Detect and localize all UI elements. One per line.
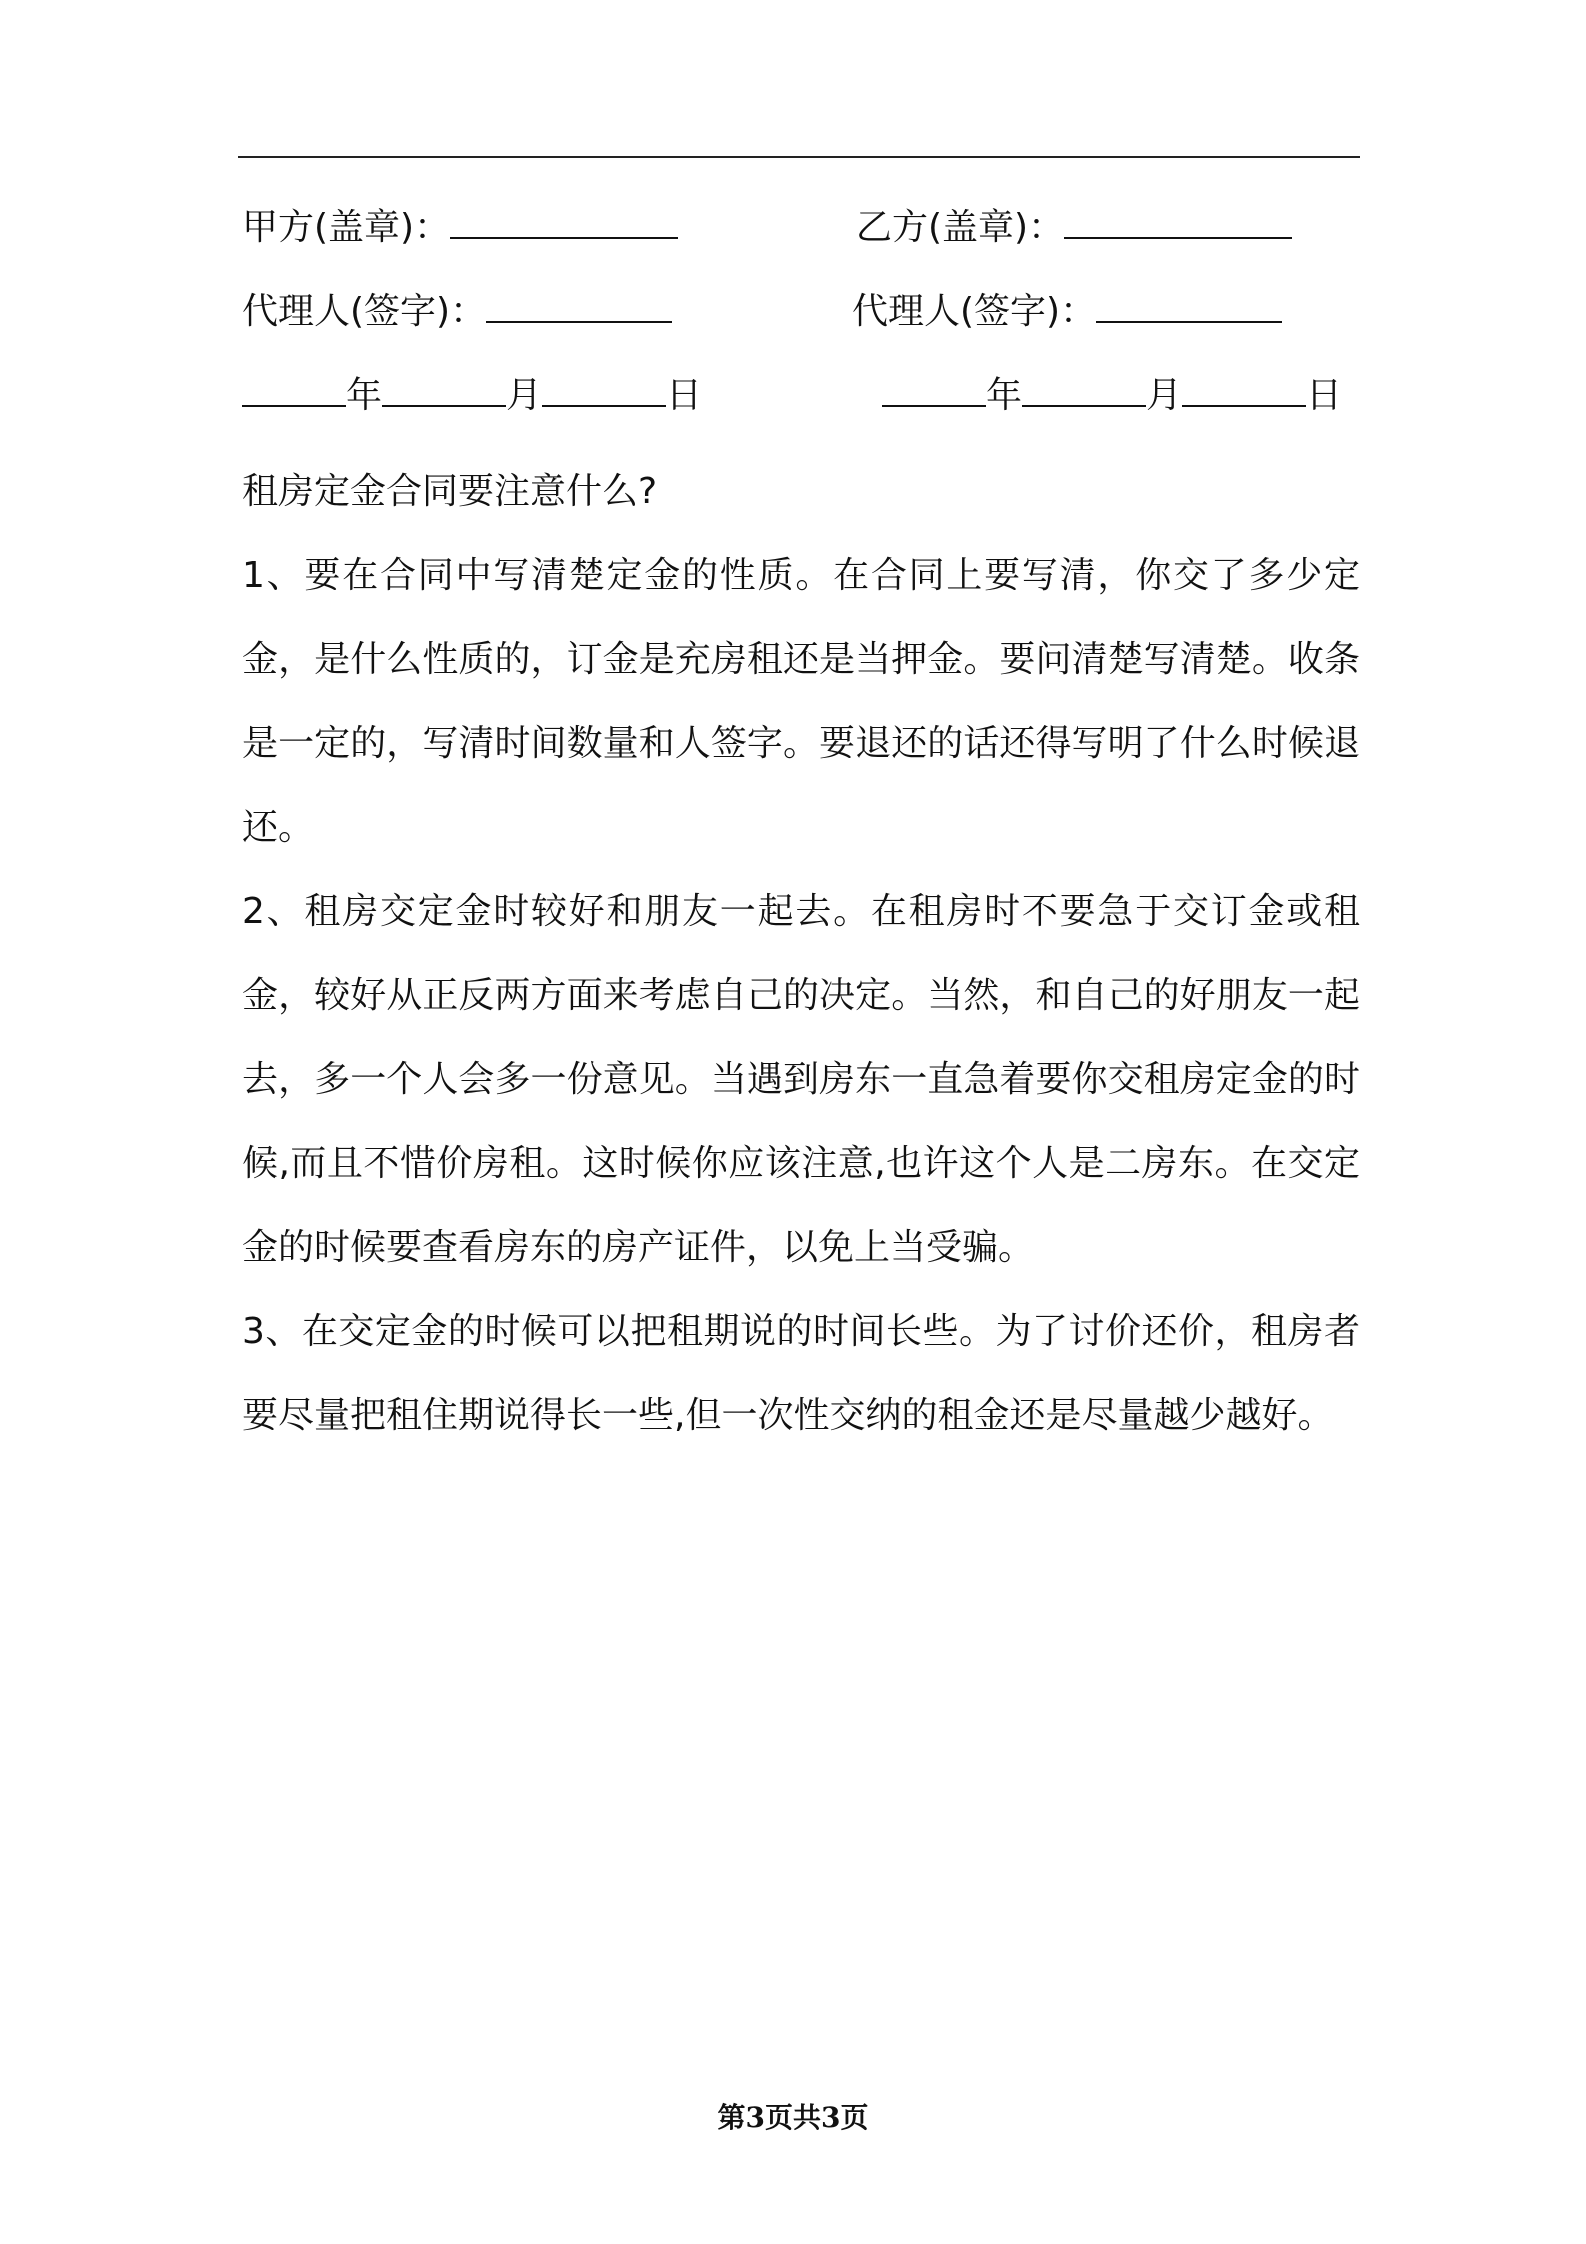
paragraph-3: 3、在交定金的时候可以把租期说的时间长些。为了讨价还价，租房者要尽量把租住期说得长一些,但一次性交纳的租金还是尽量越少越好。 <box>242 1311 1360 1436</box>
date-a-month-blank <box>382 367 506 407</box>
date-b-day-blank <box>1182 367 1306 407</box>
party-b-blank <box>1064 199 1292 239</box>
party-a-label: 甲方(盖章)： <box>242 207 451 248</box>
header-divider <box>238 156 1360 158</box>
paragraph-1: 1、要在合同中写清楚定金的性质。在合同上要写清，你交了多少定金，是什么性质的，订金是充房租还是当押金。要问清楚写清楚。收条是一定的，写清时间数量和人签字。要退还的话还得写明了什么时候退还。 <box>242 555 1360 848</box>
date-b-month-label: 月 <box>1146 375 1183 416</box>
paragraph-2: 2、租房交定金时较好和朋友一起去。在租房时不要急于交订金或租金，较好从正反两方面来考虑自己的决定。当然，和自己的好朋友一起去，多一个人会多一份意见。当遇到房东一直急着要你交租房定金的时候,而且不惜价房租。这时候你应该注意,也许这个人是二房东。在交定金的时候要查看房东的房产证件，以免上当受骗。 <box>242 891 1360 1268</box>
party-b-label: 乙方(盖章)： <box>856 207 1065 248</box>
party-seal-row <box>242 198 1362 258</box>
date-b-year-label: 年 <box>986 375 1023 416</box>
date-a-day-label: 日 <box>666 375 703 416</box>
document-body <box>242 450 1360 1458</box>
date-a-day-blank <box>542 367 666 407</box>
date-a <box>242 366 702 426</box>
party-a-seal <box>242 198 678 258</box>
date-b-month-blank <box>1022 367 1146 407</box>
agent-b-label: 代理人(签字)： <box>852 291 1097 332</box>
section-heading: 租房定金合同要注意什么? <box>242 471 658 512</box>
date-a-year-blank <box>242 367 346 407</box>
date-row <box>242 366 1362 426</box>
agent-b-blank <box>1096 283 1282 323</box>
date-b-day-label: 日 <box>1306 375 1343 416</box>
date-a-year-label: 年 <box>346 375 383 416</box>
agent-b-signature <box>852 282 1282 342</box>
party-b-seal <box>856 198 1292 258</box>
agent-a-signature <box>242 282 672 342</box>
date-b <box>882 366 1342 426</box>
agent-a-blank <box>486 283 672 323</box>
date-a-month-label: 月 <box>506 375 543 416</box>
date-b-year-blank <box>882 367 986 407</box>
agent-a-label: 代理人(签字)： <box>242 291 487 332</box>
page-number-footer: 第3页共3页 <box>717 2101 869 2134</box>
party-a-blank <box>450 199 678 239</box>
agent-signature-row <box>242 282 1362 342</box>
